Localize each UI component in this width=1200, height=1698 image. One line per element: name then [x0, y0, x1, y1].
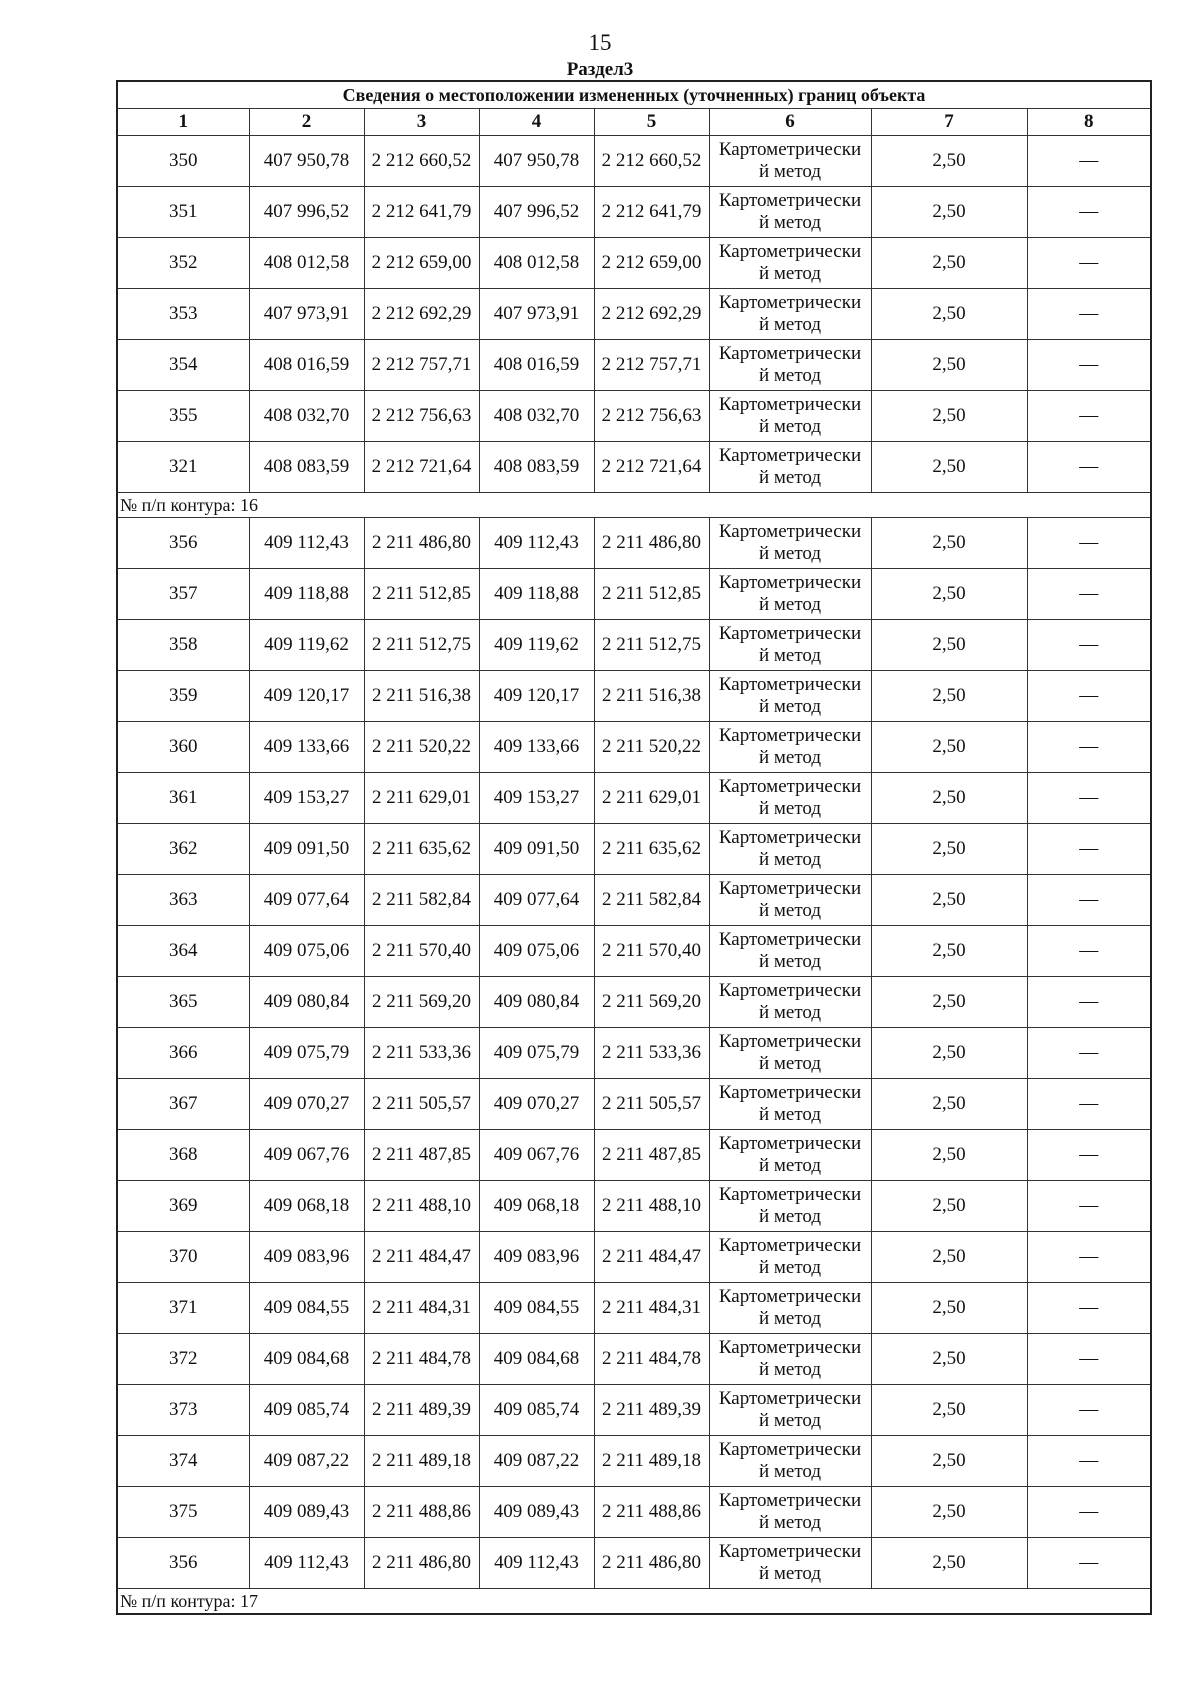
- cell-y-new: 2 211 582,84: [594, 875, 709, 926]
- cell-y-old: 2 211 489,39: [364, 1385, 479, 1436]
- cell-method: Картометрически й метод: [709, 238, 871, 289]
- cell-accuracy: 2,50: [871, 289, 1027, 340]
- cell-accuracy: 2,50: [871, 136, 1027, 187]
- cell-y-old: 2 211 489,18: [364, 1436, 479, 1487]
- cell-x-old: 409 087,22: [249, 1436, 364, 1487]
- column-number-3: 3: [364, 109, 479, 136]
- cell-x-new: 407 996,52: [479, 187, 594, 238]
- cell-y-new: 2 211 488,10: [594, 1181, 709, 1232]
- table-row: [117, 340, 1151, 391]
- cell-y-old: 2 212 641,79: [364, 187, 479, 238]
- table-row: [117, 391, 1151, 442]
- cell-x-old: 409 077,64: [249, 875, 364, 926]
- cell-y-new: 2 212 721,64: [594, 442, 709, 493]
- cell-point-number: 354: [117, 340, 249, 391]
- cell-accuracy: 2,50: [871, 977, 1027, 1028]
- cell-description: —: [1027, 1232, 1151, 1283]
- table-row: [117, 722, 1151, 773]
- table-row: [117, 518, 1151, 569]
- table-row: [117, 977, 1151, 1028]
- cell-y-new: 2 211 635,62: [594, 824, 709, 875]
- table-row: [117, 620, 1151, 671]
- cell-point-number: 371: [117, 1283, 249, 1334]
- cell-point-number: 363: [117, 875, 249, 926]
- cell-method: Картометрически й метод: [709, 671, 871, 722]
- cell-x-old: 409 112,43: [249, 518, 364, 569]
- cell-accuracy: 2,50: [871, 1028, 1027, 1079]
- cell-x-old: 408 032,70: [249, 391, 364, 442]
- cell-x-old: 409 133,66: [249, 722, 364, 773]
- cell-point-number: 357: [117, 569, 249, 620]
- cell-point-number: 368: [117, 1130, 249, 1181]
- cell-y-old: 2 211 488,10: [364, 1181, 479, 1232]
- table-caption: Сведения о местоположении измененных (уточненных) границ объекта: [117, 81, 1151, 109]
- cell-x-old: 409 068,18: [249, 1181, 364, 1232]
- cell-method: Картометрически й метод: [709, 773, 871, 824]
- cell-x-new: 409 119,62: [479, 620, 594, 671]
- cell-x-old: 409 084,55: [249, 1283, 364, 1334]
- cell-y-old: 2 211 512,85: [364, 569, 479, 620]
- cell-x-new: 408 016,59: [479, 340, 594, 391]
- cell-method: Картометрически й метод: [709, 1079, 871, 1130]
- cell-description: —: [1027, 238, 1151, 289]
- cell-x-old: 408 083,59: [249, 442, 364, 493]
- cell-x-new: 407 950,78: [479, 136, 594, 187]
- cell-description: —: [1027, 620, 1151, 671]
- contour-label: № п/п контура: 16: [117, 493, 1151, 518]
- cell-method: Картометрически й метод: [709, 1130, 871, 1181]
- cell-accuracy: 2,50: [871, 1334, 1027, 1385]
- cell-accuracy: 2,50: [871, 442, 1027, 493]
- cell-x-new: 409 083,96: [479, 1232, 594, 1283]
- cell-y-old: 2 211 570,40: [364, 926, 479, 977]
- cell-y-new: 2 211 484,31: [594, 1283, 709, 1334]
- cell-y-new: 2 211 512,75: [594, 620, 709, 671]
- cell-y-old: 2 211 486,80: [364, 1538, 479, 1589]
- cell-point-number: 374: [117, 1436, 249, 1487]
- cell-description: —: [1027, 1385, 1151, 1436]
- cell-x-new: 409 112,43: [479, 1538, 594, 1589]
- cell-y-new: 2 211 487,85: [594, 1130, 709, 1181]
- cell-x-new: 409 068,18: [479, 1181, 594, 1232]
- cell-x-new: 407 973,91: [479, 289, 594, 340]
- cell-x-new: 408 083,59: [479, 442, 594, 493]
- cell-y-new: 2 211 570,40: [594, 926, 709, 977]
- cell-accuracy: 2,50: [871, 671, 1027, 722]
- cell-x-old: 409 120,17: [249, 671, 364, 722]
- column-number-5: 5: [594, 109, 709, 136]
- cell-x-old: 409 118,88: [249, 569, 364, 620]
- cell-y-old: 2 211 516,38: [364, 671, 479, 722]
- cell-accuracy: 2,50: [871, 620, 1027, 671]
- cell-method: Картометрически й метод: [709, 722, 871, 773]
- table-row: [117, 1436, 1151, 1487]
- cell-accuracy: 2,50: [871, 1079, 1027, 1130]
- cell-x-old: 409 091,50: [249, 824, 364, 875]
- cell-y-new: 2 211 488,86: [594, 1487, 709, 1538]
- table-row: [117, 824, 1151, 875]
- cell-description: —: [1027, 977, 1151, 1028]
- cell-y-old: 2 211 486,80: [364, 518, 479, 569]
- column-number-8: 8: [1027, 109, 1151, 136]
- cell-y-new: 2 211 629,01: [594, 773, 709, 824]
- cell-point-number: 369: [117, 1181, 249, 1232]
- cell-y-old: 2 212 756,63: [364, 391, 479, 442]
- cell-x-old: 409 080,84: [249, 977, 364, 1028]
- cell-y-old: 2 211 582,84: [364, 875, 479, 926]
- column-number-6: 6: [709, 109, 871, 136]
- cell-y-new: 2 211 486,80: [594, 1538, 709, 1589]
- table-row: [117, 1130, 1151, 1181]
- table-row: [117, 1028, 1151, 1079]
- cell-y-new: 2 211 520,22: [594, 722, 709, 773]
- cell-y-new: 2 211 516,38: [594, 671, 709, 722]
- contour-row: [117, 493, 1151, 518]
- cell-method: Картометрически й метод: [709, 1028, 871, 1079]
- cell-accuracy: 2,50: [871, 773, 1027, 824]
- cell-x-new: 409 067,76: [479, 1130, 594, 1181]
- table-row: [117, 671, 1151, 722]
- cell-y-new: 2 212 756,63: [594, 391, 709, 442]
- cell-y-old: 2 211 484,47: [364, 1232, 479, 1283]
- cell-method: Картометрически й метод: [709, 1181, 871, 1232]
- table-body: [117, 136, 1151, 1615]
- cell-point-number: 370: [117, 1232, 249, 1283]
- table-row: [117, 1487, 1151, 1538]
- cell-x-new: 409 075,06: [479, 926, 594, 977]
- cell-x-old: 408 012,58: [249, 238, 364, 289]
- cell-description: —: [1027, 569, 1151, 620]
- cell-point-number: 372: [117, 1334, 249, 1385]
- cell-accuracy: 2,50: [871, 926, 1027, 977]
- cell-x-new: 409 080,84: [479, 977, 594, 1028]
- cell-description: —: [1027, 1436, 1151, 1487]
- cell-point-number: 365: [117, 977, 249, 1028]
- cell-y-old: 2 211 569,20: [364, 977, 479, 1028]
- cell-method: Картометрически й метод: [709, 1334, 871, 1385]
- cell-point-number: 364: [117, 926, 249, 977]
- cell-description: —: [1027, 1130, 1151, 1181]
- cell-y-new: 2 211 489,39: [594, 1385, 709, 1436]
- cell-y-old: 2 211 488,86: [364, 1487, 479, 1538]
- cell-point-number: 353: [117, 289, 249, 340]
- table-row: [117, 1385, 1151, 1436]
- boundary-coordinates-table: [116, 80, 1152, 1615]
- cell-method: Картометрически й метод: [709, 620, 871, 671]
- cell-description: —: [1027, 340, 1151, 391]
- cell-accuracy: 2,50: [871, 1181, 1027, 1232]
- contour-label: № п/п контура: 17: [117, 1589, 1151, 1615]
- cell-y-new: 2 211 486,80: [594, 518, 709, 569]
- cell-y-new: 2 211 512,85: [594, 569, 709, 620]
- cell-x-old: 408 016,59: [249, 340, 364, 391]
- cell-point-number: 361: [117, 773, 249, 824]
- cell-method: Картометрически й метод: [709, 824, 871, 875]
- cell-description: —: [1027, 875, 1151, 926]
- cell-y-old: 2 211 487,85: [364, 1130, 479, 1181]
- cell-x-old: 407 996,52: [249, 187, 364, 238]
- table-row: [117, 926, 1151, 977]
- cell-accuracy: 2,50: [871, 1487, 1027, 1538]
- cell-y-new: 2 211 484,78: [594, 1334, 709, 1385]
- cell-point-number: 359: [117, 671, 249, 722]
- cell-point-number: 375: [117, 1487, 249, 1538]
- cell-description: —: [1027, 1181, 1151, 1232]
- cell-description: —: [1027, 824, 1151, 875]
- table-row: [117, 136, 1151, 187]
- cell-y-old: 2 211 484,31: [364, 1283, 479, 1334]
- cell-y-new: 2 211 489,18: [594, 1436, 709, 1487]
- cell-x-new: 409 120,17: [479, 671, 594, 722]
- cell-x-old: 409 085,74: [249, 1385, 364, 1436]
- cell-description: —: [1027, 671, 1151, 722]
- cell-accuracy: 2,50: [871, 824, 1027, 875]
- cell-accuracy: 2,50: [871, 1436, 1027, 1487]
- column-number-7: 7: [871, 109, 1027, 136]
- cell-y-new: 2 211 505,57: [594, 1079, 709, 1130]
- cell-x-old: 409 070,27: [249, 1079, 364, 1130]
- cell-method: Картометрически й метод: [709, 875, 871, 926]
- cell-x-old: 409 089,43: [249, 1487, 364, 1538]
- table-row: [117, 875, 1151, 926]
- table-row: [117, 289, 1151, 340]
- cell-x-old: 409 083,96: [249, 1232, 364, 1283]
- table-row: [117, 1283, 1151, 1334]
- cell-x-new: 409 087,22: [479, 1436, 594, 1487]
- cell-y-old: 2 211 533,36: [364, 1028, 479, 1079]
- cell-accuracy: 2,50: [871, 187, 1027, 238]
- cell-y-new: 2 211 533,36: [594, 1028, 709, 1079]
- cell-y-old: 2 212 660,52: [364, 136, 479, 187]
- cell-x-old: 407 973,91: [249, 289, 364, 340]
- cell-point-number: 373: [117, 1385, 249, 1436]
- cell-point-number: 355: [117, 391, 249, 442]
- cell-accuracy: 2,50: [871, 391, 1027, 442]
- column-number-row: [117, 109, 1151, 136]
- table-row: [117, 1232, 1151, 1283]
- cell-accuracy: 2,50: [871, 1130, 1027, 1181]
- table-row: [117, 1538, 1151, 1589]
- cell-y-new: 2 212 757,71: [594, 340, 709, 391]
- cell-y-new: 2 211 484,47: [594, 1232, 709, 1283]
- cell-x-new: 409 075,79: [479, 1028, 594, 1079]
- cell-description: —: [1027, 187, 1151, 238]
- cell-method: Картометрически й метод: [709, 187, 871, 238]
- cell-description: —: [1027, 1487, 1151, 1538]
- cell-accuracy: 2,50: [871, 1232, 1027, 1283]
- column-number-4: 4: [479, 109, 594, 136]
- cell-point-number: 350: [117, 136, 249, 187]
- cell-point-number: 352: [117, 238, 249, 289]
- table-row: [117, 442, 1151, 493]
- cell-method: Картометрически й метод: [709, 1538, 871, 1589]
- cell-accuracy: 2,50: [871, 238, 1027, 289]
- cell-accuracy: 2,50: [871, 1538, 1027, 1589]
- cell-description: —: [1027, 136, 1151, 187]
- cell-point-number: 367: [117, 1079, 249, 1130]
- cell-x-new: 409 084,68: [479, 1334, 594, 1385]
- cell-y-old: 2 211 484,78: [364, 1334, 479, 1385]
- cell-x-new: 409 085,74: [479, 1385, 594, 1436]
- cell-method: Картометрически й метод: [709, 391, 871, 442]
- contour-row: [117, 1589, 1151, 1615]
- cell-method: Картометрически й метод: [709, 1232, 871, 1283]
- cell-x-new: 409 153,27: [479, 773, 594, 824]
- cell-x-new: 409 118,88: [479, 569, 594, 620]
- cell-method: Картометрически й метод: [709, 442, 871, 493]
- cell-y-old: 2 212 757,71: [364, 340, 479, 391]
- cell-x-old: 409 067,76: [249, 1130, 364, 1181]
- cell-accuracy: 2,50: [871, 340, 1027, 391]
- cell-method: Картометрически й метод: [709, 1385, 871, 1436]
- page-number: 15: [588, 30, 612, 55]
- cell-point-number: 358: [117, 620, 249, 671]
- cell-x-old: 409 153,27: [249, 773, 364, 824]
- cell-x-new: 409 133,66: [479, 722, 594, 773]
- cell-point-number: 321: [117, 442, 249, 493]
- cell-y-new: 2 212 692,29: [594, 289, 709, 340]
- table-row: [117, 569, 1151, 620]
- cell-x-new: 409 091,50: [479, 824, 594, 875]
- cell-accuracy: 2,50: [871, 1283, 1027, 1334]
- cell-y-new: 2 212 659,00: [594, 238, 709, 289]
- cell-description: —: [1027, 1334, 1151, 1385]
- cell-method: Картометрически й метод: [709, 289, 871, 340]
- cell-accuracy: 2,50: [871, 1385, 1027, 1436]
- cell-method: Картометрически й метод: [709, 569, 871, 620]
- table-row: [117, 238, 1151, 289]
- cell-point-number: 356: [117, 518, 249, 569]
- cell-point-number: 366: [117, 1028, 249, 1079]
- cell-x-new: 409 112,43: [479, 518, 594, 569]
- cell-y-new: 2 212 641,79: [594, 187, 709, 238]
- cell-y-new: 2 211 569,20: [594, 977, 709, 1028]
- cell-method: Картометрически й метод: [709, 926, 871, 977]
- cell-accuracy: 2,50: [871, 875, 1027, 926]
- cell-point-number: 360: [117, 722, 249, 773]
- cell-description: —: [1027, 926, 1151, 977]
- cell-description: —: [1027, 773, 1151, 824]
- cell-x-new: 409 084,55: [479, 1283, 594, 1334]
- cell-accuracy: 2,50: [871, 518, 1027, 569]
- cell-x-new: 409 077,64: [479, 875, 594, 926]
- table-row: [117, 187, 1151, 238]
- cell-x-new: 408 032,70: [479, 391, 594, 442]
- column-number-1: 1: [117, 109, 249, 136]
- cell-method: Картометрически й метод: [709, 977, 871, 1028]
- cell-x-new: 409 089,43: [479, 1487, 594, 1538]
- cell-point-number: 351: [117, 187, 249, 238]
- cell-x-old: 409 084,68: [249, 1334, 364, 1385]
- cell-description: —: [1027, 1028, 1151, 1079]
- cell-description: —: [1027, 1079, 1151, 1130]
- cell-accuracy: 2,50: [871, 722, 1027, 773]
- cell-y-old: 2 211 629,01: [364, 773, 479, 824]
- table-row: [117, 773, 1151, 824]
- section-title: Раздел3: [566, 59, 634, 80]
- cell-x-old: 409 075,79: [249, 1028, 364, 1079]
- cell-description: —: [1027, 442, 1151, 493]
- cell-point-number: 362: [117, 824, 249, 875]
- cell-x-old: 409 112,43: [249, 1538, 364, 1589]
- cell-y-old: 2 211 635,62: [364, 824, 479, 875]
- cell-description: —: [1027, 518, 1151, 569]
- cell-method: Картометрически й метод: [709, 518, 871, 569]
- cell-x-new: 408 012,58: [479, 238, 594, 289]
- cell-description: —: [1027, 1283, 1151, 1334]
- cell-x-old: 409 119,62: [249, 620, 364, 671]
- cell-description: —: [1027, 391, 1151, 442]
- column-number-2: 2: [249, 109, 364, 136]
- cell-method: Картометрически й метод: [709, 340, 871, 391]
- cell-y-old: 2 212 659,00: [364, 238, 479, 289]
- table-row: [117, 1334, 1151, 1385]
- cell-method: Картометрически й метод: [709, 1283, 871, 1334]
- cell-y-old: 2 211 512,75: [364, 620, 479, 671]
- cell-description: —: [1027, 289, 1151, 340]
- cell-y-old: 2 211 505,57: [364, 1079, 479, 1130]
- cell-y-new: 2 212 660,52: [594, 136, 709, 187]
- cell-method: Картометрически й метод: [709, 1436, 871, 1487]
- cell-x-old: 407 950,78: [249, 136, 364, 187]
- cell-x-new: 409 070,27: [479, 1079, 594, 1130]
- cell-method: Картометрически й метод: [709, 136, 871, 187]
- cell-y-old: 2 212 721,64: [364, 442, 479, 493]
- cell-y-old: 2 212 692,29: [364, 289, 479, 340]
- table-row: [117, 1079, 1151, 1130]
- cell-description: —: [1027, 722, 1151, 773]
- cell-description: —: [1027, 1538, 1151, 1589]
- cell-accuracy: 2,50: [871, 569, 1027, 620]
- cell-method: Картометрически й метод: [709, 1487, 871, 1538]
- table-row: [117, 1181, 1151, 1232]
- cell-point-number: 356: [117, 1538, 249, 1589]
- cell-y-old: 2 211 520,22: [364, 722, 479, 773]
- cell-x-old: 409 075,06: [249, 926, 364, 977]
